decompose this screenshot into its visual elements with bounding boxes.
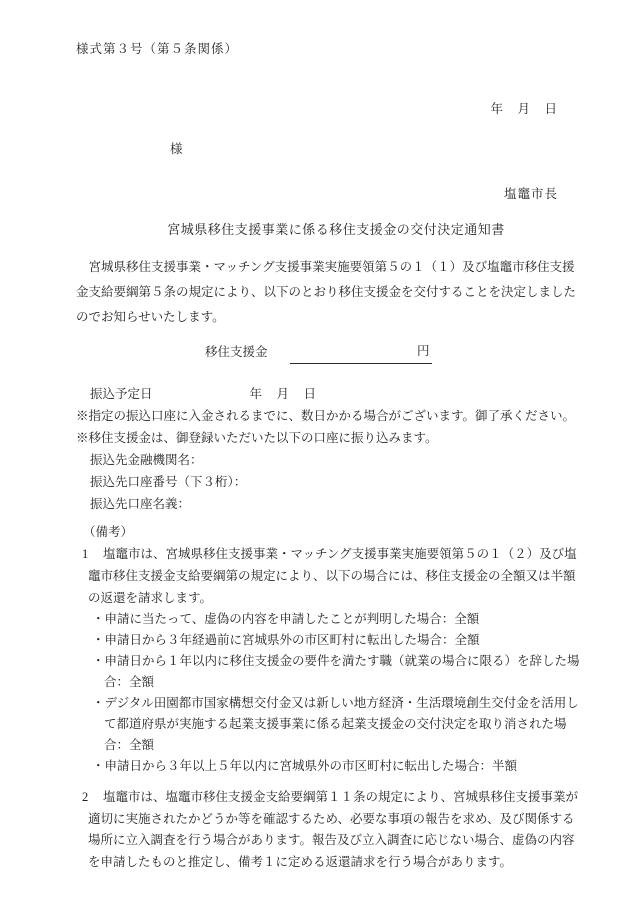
remarks-item-line <box>82 543 596 565</box>
field-account-number: 振込先口座番号（下３桁）： <box>90 475 247 489</box>
intro-line: 金支給要綱第５条の規定により、以下のとおり移住支援金を交付することを決定しました <box>76 285 577 299</box>
sender-title: 塩竈市長 <box>503 187 558 201</box>
remarks-item-line: 適切に実施されたかどうか等を確認するため、必要な事項の報告を求め、及び関係する <box>88 811 575 826</box>
amount-label: 移住支援金 <box>205 345 268 359</box>
refund-condition-continuation: 合：全額 <box>104 675 155 689</box>
refund-condition-continuation: て都道府県が実施する起業支援事業に係る起業支援金の交付決定を取り消された場 <box>104 717 567 731</box>
refund-conditions-list <box>92 609 596 777</box>
issue-date: 年 月 日 <box>490 102 558 116</box>
form-number: 様式第３号（第５条関係） <box>76 42 239 56</box>
addressee-line <box>170 138 596 161</box>
refund-condition: ・申請日から３年経過前に宮城県外の市区町村に転出した場合：全額 <box>92 633 480 647</box>
refund-condition: ・申請に当たって、虚偽の内容を申請したことが判明した場合：全額 <box>92 612 480 626</box>
transfer-date-label: 振込予定日 <box>90 387 153 401</box>
intro-line: のでお知らせいたします。 <box>76 310 225 324</box>
remarks-item-2 <box>82 787 596 873</box>
remarks-heading: （備考） <box>83 525 134 539</box>
item-number: 2 <box>82 790 89 804</box>
remarks-item-line: の返還を請求します。 <box>88 591 213 605</box>
amount-unit: 円 <box>417 344 430 358</box>
remarks-item-line <box>82 787 596 809</box>
note-payment-delay: ※指定の振込口座に入金されるまでに、数日かかる場合がございます。御了承ください。 <box>76 409 576 423</box>
refund-condition: ・デジタル田園都市国家構想交付金又は新しい地方経済・生活環境創生交付金を活用し <box>92 696 579 710</box>
refund-condition-continuation: 合：全額 <box>104 738 155 752</box>
amount-blank-underline <box>290 340 432 364</box>
intro-paragraph <box>76 255 596 330</box>
amount-line <box>205 340 596 364</box>
document-title: 宮城県移住支援事業に係る移住支援金の交付決定通知書 <box>167 222 505 237</box>
remarks-item-1 <box>82 543 596 777</box>
remarks-item-text: 塩竈市は、塩竈市移住支援金支給要綱第１１条の規定により、宮城県移住支援事業が <box>103 790 579 804</box>
transfer-section <box>76 383 596 515</box>
note-registered-account: ※移住支援金は、御登録いただいた以下の口座に振り込みます。 <box>76 431 438 445</box>
transfer-date-line <box>90 383 596 405</box>
intro-line: 宮城県移住支援事業・マッチング支援事業実施要領第５の１（１）及び塩竈市移住支援 <box>76 260 575 274</box>
remarks-item-line: 場所に立入調査を行う場合があります。報告及び立入調査に応じない場合、虚偽の内容 <box>88 833 575 847</box>
transfer-date-value: 年 月 日 <box>249 387 318 401</box>
field-bank-name: 振込先金融機関名： <box>90 453 203 467</box>
remarks-item-line: 竈市移住支援金支給要綱第の規定により、以下の場合には、移住支援金の全額又は半額 <box>88 569 576 583</box>
remarks-item-text: 塩竈市は、宮城県移住支援事業・マッチング支援事業実施要領第５の１（２）及び塩 <box>103 547 577 561</box>
addressee-honorific: 様 <box>170 142 183 156</box>
field-account-holder: 振込先口座名義： <box>90 497 191 511</box>
refund-condition: ・申請日から３年以上５年以内に宮城県外の市区町村に転出した場合：半額 <box>92 759 518 773</box>
refund-condition: ・申請日から１年以内に移住支援金の要件を満たす職（就業の場合に限る）を辞した場 <box>92 654 580 668</box>
remarks-section <box>76 521 596 873</box>
remarks-item-line: を申請したものと推定し、備考１に定める返還請求を行う場合があります。 <box>88 854 513 869</box>
item-number: 1 <box>82 547 89 561</box>
